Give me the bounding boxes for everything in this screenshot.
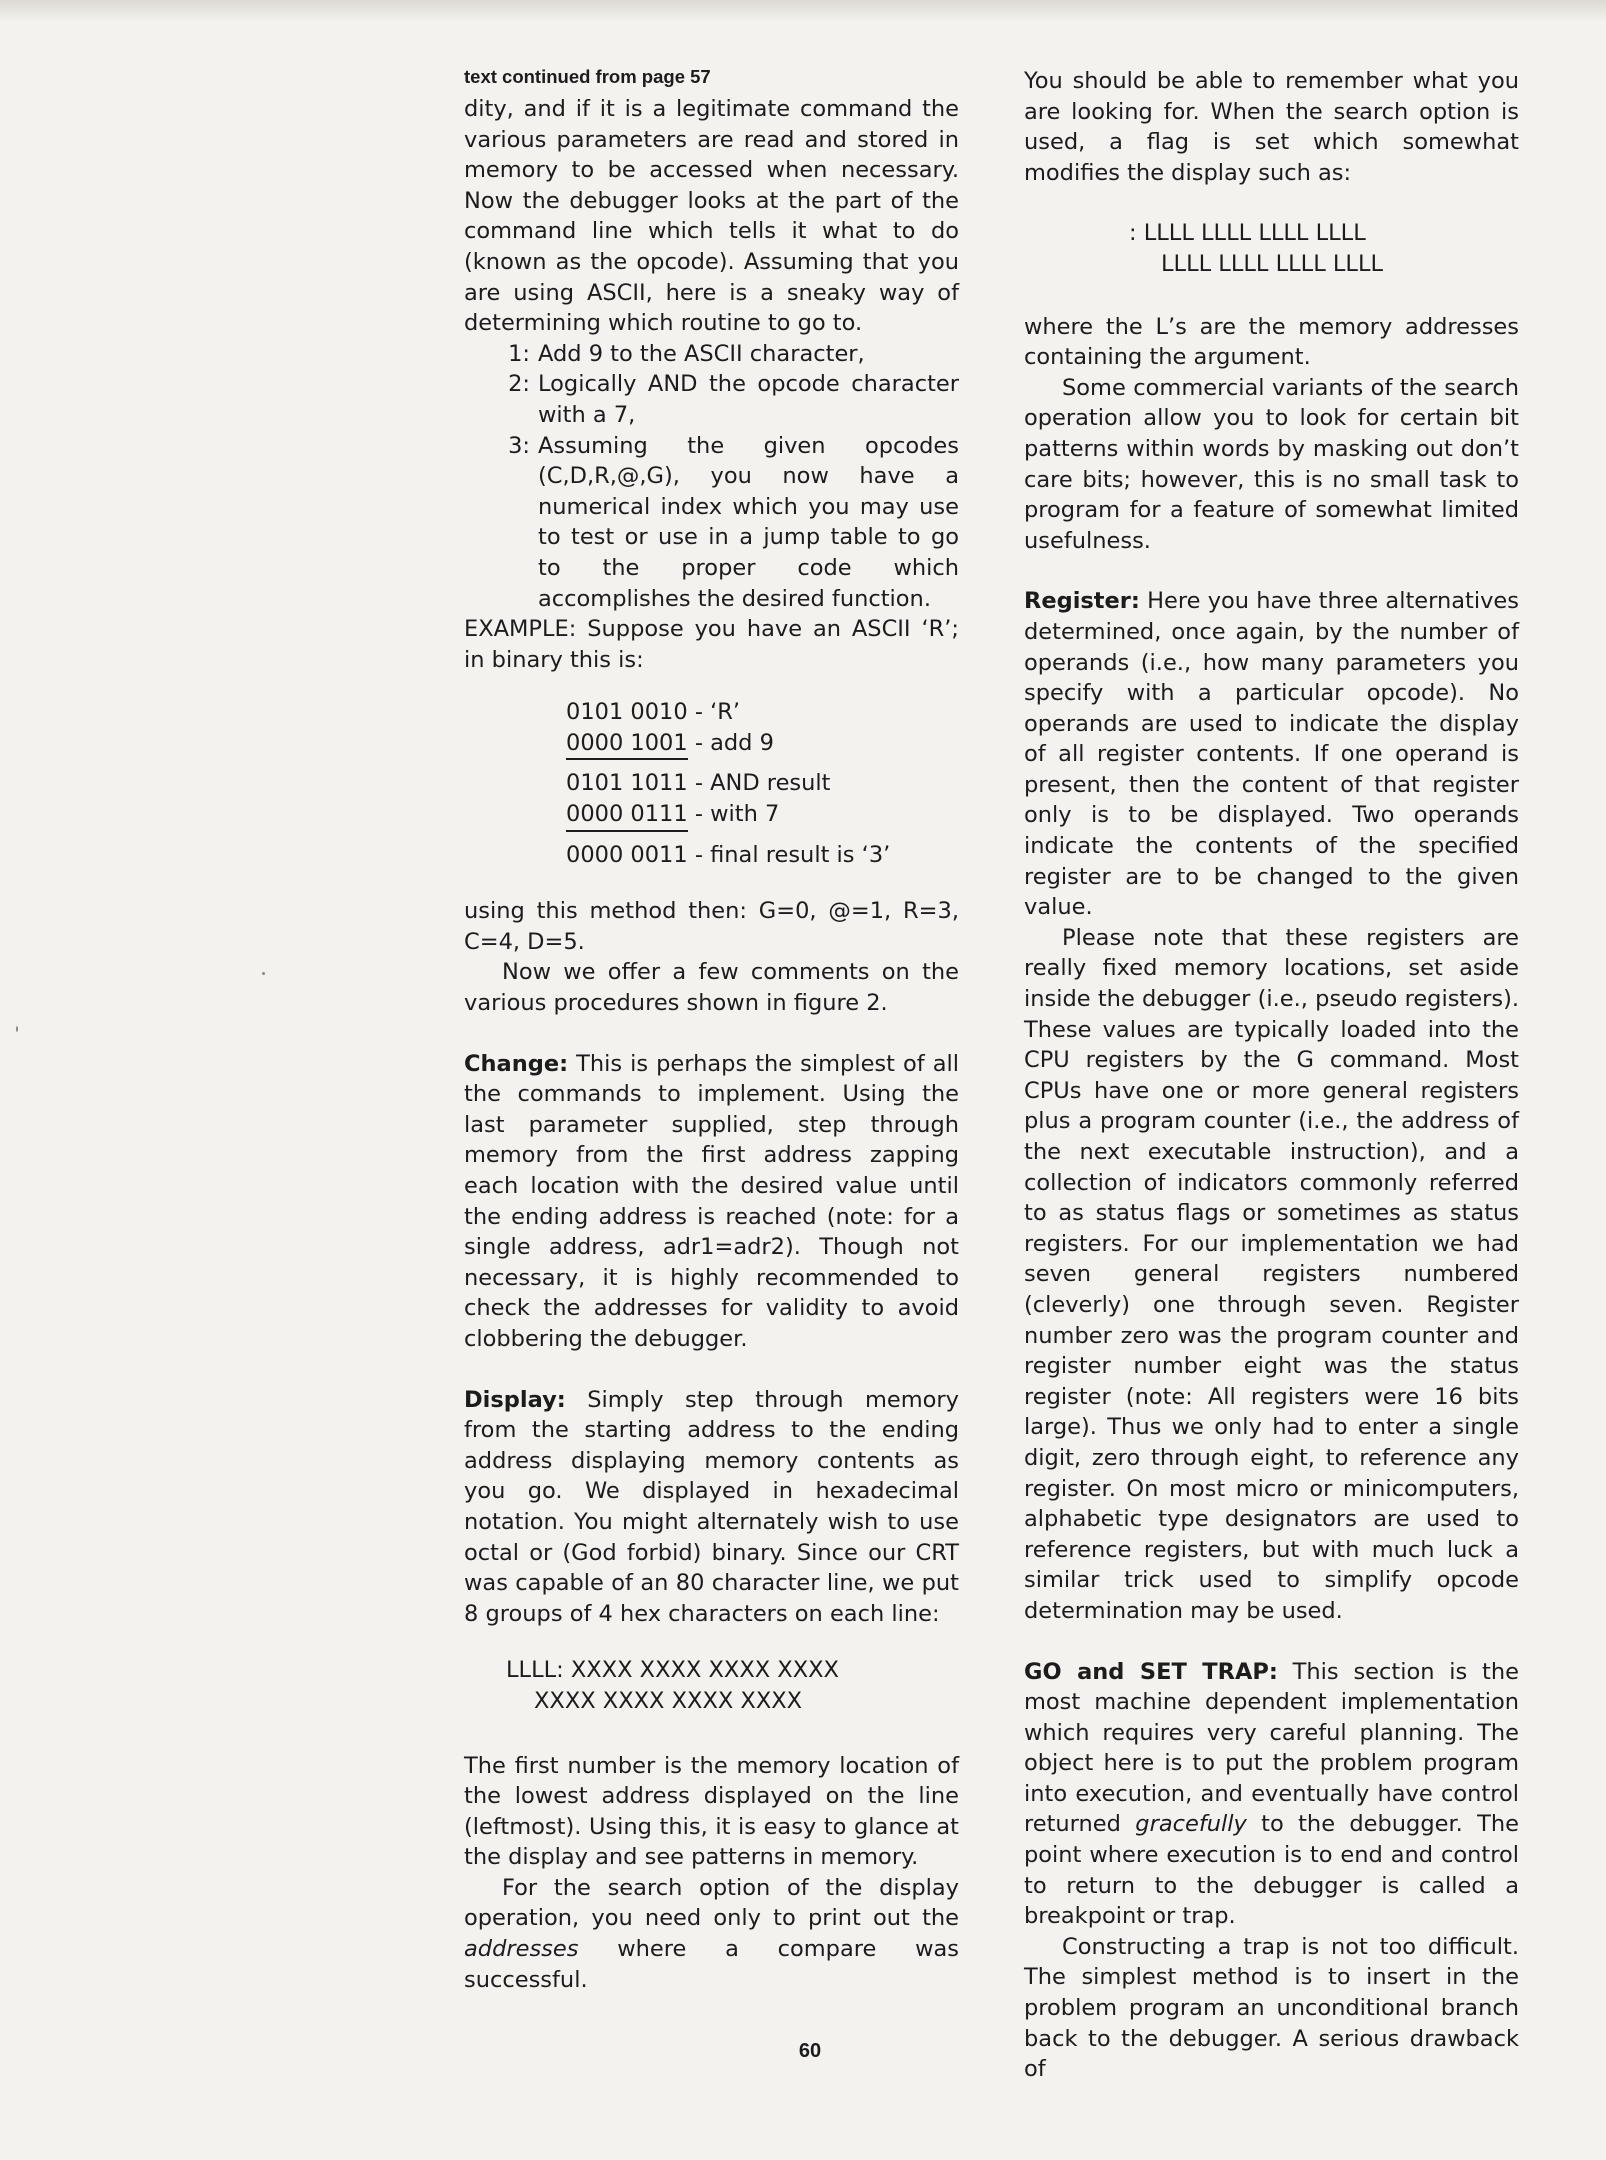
list-item (464, 339, 959, 370)
step-text: Add 9 to the ASCII character, (538, 340, 865, 367)
paragraph-remember: You should be able to remember what you are looking for. When the search option is used, a flag is set which somewhat modifies the display such as: (1024, 68, 1519, 186)
paragraph-registers-note: Please note that these registers are really fixed memory locations, set aside inside the debugger (i.e., pseudo registers). These values are typically loaded into the CPU registers by the G command. Most CPUs have one or more general registers plus a program counter (i.e., the address of the next executable instruction), and a collection of indicators commonly referred to as status flags or sometimes as status registers. For our implementation we had seven general registers numbered (cleverly) one through seven. Register number zero was the program counter and register number eight was the status register (note: All registers were 16 bits large). Thus we only had to enter a single digit, zero through eight, to reference any register. On most micro or minicomputers, alphabetic type designators are used to reference registers, but with much luck a similar trick used to simplify opcode determination may be used. (1024, 924, 1519, 1624)
text-run: For the search option of the display operation, you need only to print out the (464, 1874, 959, 1932)
paragraph-trap: Constructing a trap is not too difficult. The simplest method is to insert in the problem program an unconditional branch back to the debugger. A serious drawback of (1024, 1933, 1519, 2083)
list-item (464, 431, 959, 615)
section-change (464, 1049, 959, 1355)
binary-value: 0000 1001 (566, 728, 688, 761)
section-register (1024, 586, 1519, 923)
binary-note: - with 7 (687, 801, 780, 828)
paragraph-variants: Some commercial variants of the search operation allow you to look for certain bit patterns within words by masking out don’t care bits; however, this is no small task to program for a feature of somewhat limited usefulness. (1024, 374, 1519, 554)
binary-group (566, 768, 959, 829)
section-text-change: This is perhaps the simplest of all the commands to implement. Using the last parameter supplied, step through memory from the first address zapping each location with the desired value until the ending address is reached (note: for a single address, adr1=adr2). Though not necessary, it is highly recommended to check the addresses for validity to avoid clobbering the debugger. (464, 1050, 959, 1352)
text-run: This section is the most machine dependent implementation which requires very careful planning. The object here is to put the problem program into execution, and eventually have control returned (1024, 1658, 1519, 1838)
section-label-register: Register: (1024, 588, 1140, 615)
binary-value: 0101 0010 (566, 699, 688, 726)
binary-note: - ‘R’ (687, 699, 741, 726)
binary-group (566, 697, 959, 758)
paragraph-search-option (464, 1873, 959, 1995)
section-display (464, 1385, 959, 1630)
step-number: 1: (508, 340, 530, 367)
emphasis-text: addresses (464, 1936, 579, 1963)
paragraph-method: using this method then: G=0, @=1, R=3, C=4, D=5. (464, 898, 959, 955)
continued-note: text continued from page 57 (464, 66, 711, 87)
display-line: : LLLL LLLL LLLL LLLL (1129, 220, 1366, 247)
binary-note: - add 9 (687, 729, 774, 756)
memory-line: LLLL: XXXX XXXX XXXX XXXX (506, 1657, 839, 1684)
binary-row (566, 728, 959, 759)
section-label-change: Change: (464, 1050, 569, 1077)
text-run: where a compare was successful. (464, 1936, 959, 1993)
page-top-edge (0, 0, 1606, 22)
step-number: 2: (508, 371, 530, 398)
memory-line: XXXX XXXX XXXX XXXX (534, 1687, 803, 1714)
section-label-go: GO and SET TRAP: (1024, 1658, 1278, 1685)
paragraph-opening: dity, and if it is a legitimate command the various parameters are read and stored in memory to be accessed when necessary. Now the debugger looks at the part of the command line which tells it what to do (known as the opcode). Assuming that you are using ASCII, here is a sneaky way of determining which routine to go to. (464, 96, 959, 337)
binary-example (566, 697, 959, 870)
display-line: LLLL LLLL LLLL LLLL (1161, 250, 1384, 277)
binary-row (566, 697, 959, 728)
section-text-register: Here you have three alternatives determined, once again, by the number of operands (i.e., how many parameters you specify with a particular opcode). No operands are used to indicate the display of all register contents. If one operand is present, then the content of that register only is to be displayed. Two operands indicate the contents of the specified register are to be changed to the given value. (1024, 588, 1519, 921)
paragraph-comments: Now we offer a few comments on the various procedures shown in figure 2. (464, 959, 959, 1017)
paragraph-where: where the L’s are the memory addresses containing the argument. (1024, 313, 1519, 371)
print-speck (262, 972, 265, 975)
text-run: to the debugger. The point where execution is to end and control to return to the debugger is called a breakpoint or trap. (1024, 1811, 1519, 1930)
section-go-set-trap (1024, 1657, 1519, 1932)
binary-value: 0000 0011 (566, 841, 688, 868)
search-display-example (1129, 218, 1519, 279)
binary-row (566, 799, 959, 830)
example-paragraph: EXAMPLE: Suppose you have an ASCII ‘R’; in binary this is: (464, 616, 959, 673)
section-text-display: Simply step through memory from the starting address to the ending address displaying memory contents as you go. We displayed in hexadecimal notation. You might alternately wish to use octal or (God forbid) binary. Since our CRT was capable of an 80 character line, we put 8 groups of 4 hex characters on each line: (464, 1386, 959, 1627)
list-item (464, 369, 959, 430)
step-text: Logically AND the opcode character with a 7, (538, 371, 959, 428)
binary-value: 0000 0111 (566, 799, 688, 832)
emphasis-text: gracefully (1135, 1811, 1247, 1838)
binary-row (566, 840, 959, 871)
binary-row (566, 768, 959, 799)
step-text: Assuming the given opcodes (C,D,R,@,G), you now have a numerical index which you may use to test or use in a jump table to go to the proper code which accomplishes the desired function. (538, 432, 959, 612)
paragraph-first-number: The first number is the memory location of the lowest address displayed on the line (leftmost). Using this, it is easy to glance at the display and see patterns in memory. (464, 1752, 959, 1871)
binary-note: - final result is ‘3’ (687, 841, 891, 868)
memory-display-example (506, 1655, 959, 1716)
binary-group (566, 840, 959, 871)
step-number: 3: (508, 432, 530, 459)
print-speck (16, 1026, 18, 1032)
binary-note: - AND result (687, 770, 831, 797)
section-label-display: Display: (464, 1386, 566, 1413)
right-column (1024, 66, 1519, 2085)
binary-value: 0101 1011 (566, 770, 688, 797)
left-column (464, 66, 959, 1995)
steps-list (464, 339, 959, 614)
page-number: 60 (798, 2040, 822, 2062)
